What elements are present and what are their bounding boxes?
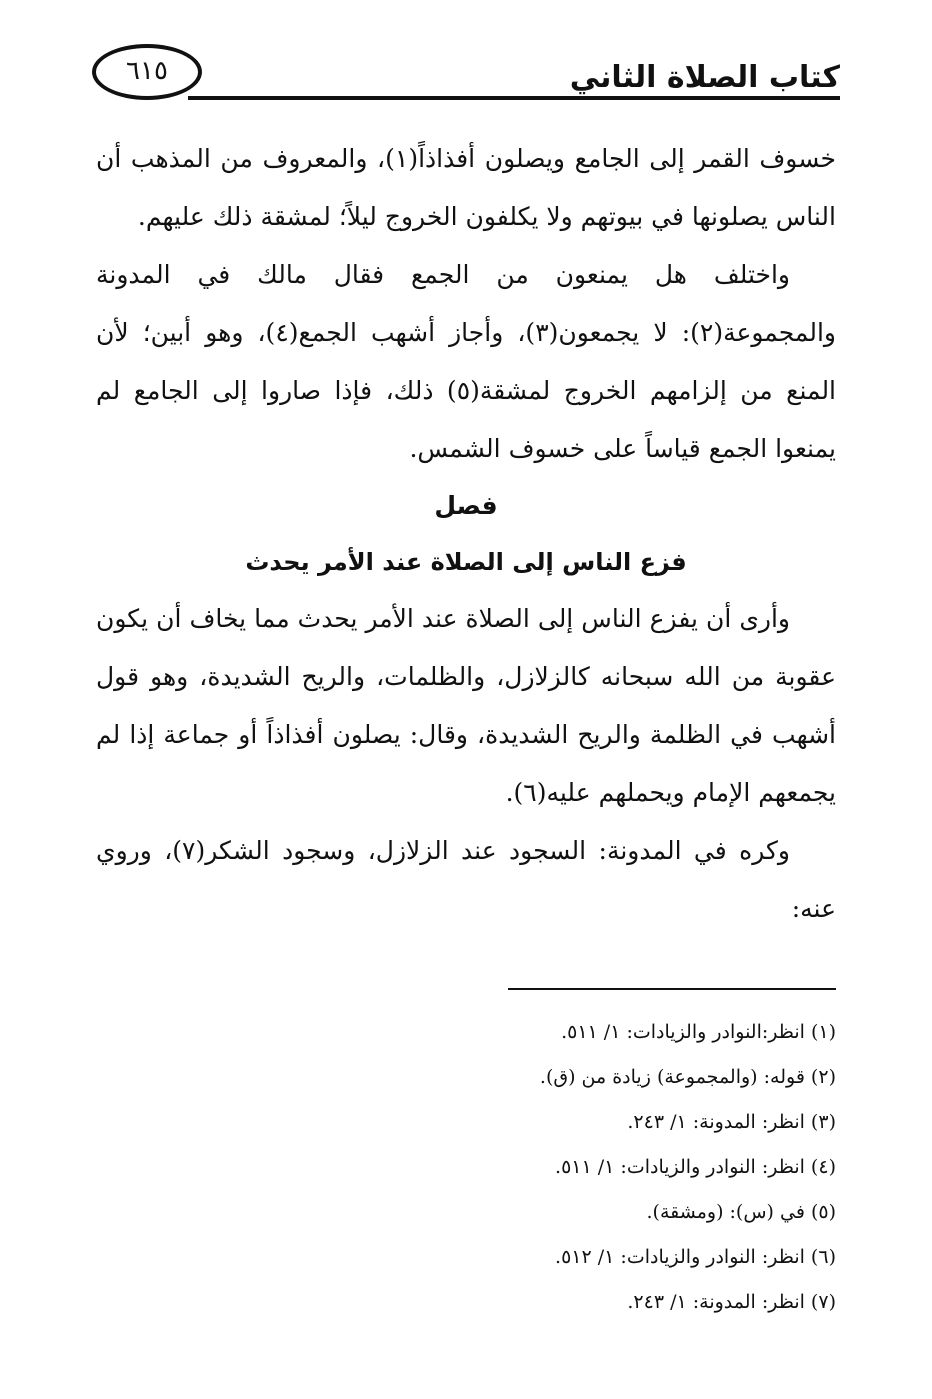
footnote: (٢) قوله: (والمجموعة) زيادة من (ق). [539, 1066, 836, 1088]
header-rule [188, 96, 840, 100]
footnote-separator [508, 988, 836, 990]
footnotes [380, 1010, 836, 1325]
footnote: (٣) انظر: المدونة: ١/ ٢٤٣. [627, 1111, 836, 1133]
paragraph: وأرى أن يفزع الناس إلى الصلاة عند الأمر يحدث مما يخاف أن يكون عقوبة من الله سبحانه كالزلازل، والظلمات، والريح الشديدة، وهو قول أشهب في الظلمة والريح الشديدة، وقال: يصلون أفذاذاً أو جماعة إذا لم يجمعهم الإمام ويحملهم عليه(٦). [96, 604, 836, 807]
section-title: فصل [434, 491, 498, 520]
paragraph: وكره في المدونة: السجود عند الزلازل، وسجود الشكر(٧)، وروي عنه: [96, 836, 836, 923]
paragraph: واختلف هل يمنعون من الجمع فقال مالك في المدونة والمجموعة(٢): لا يجمعون(٣)، وأجاز أشهب الجمع(٤)، وهو أبين؛ لأن المنع من إلزامهم الخروج لمشقة(٥) ذلك، فإذا صاروا إلى الجامع لم يمنعوا الجمع قياساً على خسوف الشمس. [96, 260, 837, 463]
page-number: ٦١٥ [126, 56, 168, 86]
footnote: (٧) انظر: المدونة: ١/ ٢٤٣. [627, 1291, 836, 1313]
footnote: (٦) انظر: النوادر والزيادات: ١/ ٥١٢. [555, 1246, 836, 1268]
section-subtitle: فزع الناس إلى الصلاة عند الأمر يحدث [245, 548, 687, 576]
paragraph-continued: خسوف القمر إلى الجامع ويصلون أفذاذاً(١)، والمعروف من المذهب أن الناس يصلونها في بيوتهم ولا يكلفون الخروج ليلاً؛ لمشقة ذلك عليهم. [96, 144, 836, 231]
footnote: (٤) انظر: النوادر والزيادات: ١/ ٥١١. [555, 1156, 836, 1178]
footnote: (٥) في (س): (ومشقة). [646, 1201, 836, 1223]
main-text [96, 130, 836, 938]
footnote: (١) انظر:النوادر والزيادات: ١/ ٥١١. [561, 1021, 836, 1043]
page-number-badge [92, 44, 202, 100]
running-title: كتاب الصلاة الثاني [569, 60, 840, 95]
page-header [92, 40, 840, 110]
